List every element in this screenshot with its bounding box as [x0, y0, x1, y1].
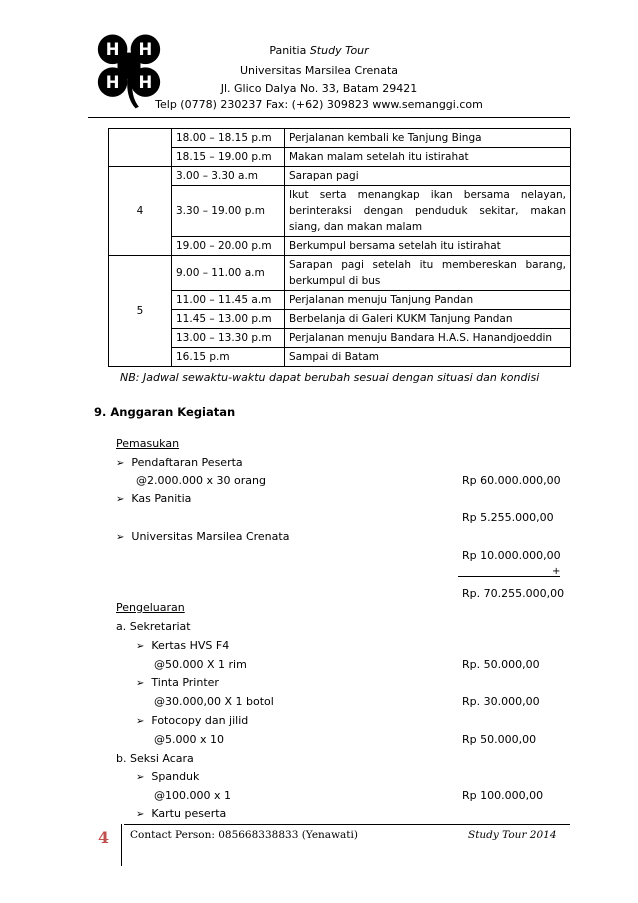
- arrow-bullet-icon: ➢: [116, 458, 125, 469]
- arrow-bullet-icon: ➢: [116, 494, 125, 505]
- activity-cell: Sampai di Batam: [285, 348, 571, 367]
- sum-divider: [458, 576, 560, 577]
- expense-group: b. Seksi Acara: [116, 752, 194, 765]
- time-cell: 19.00 – 20.00 p.m: [172, 237, 285, 256]
- schedule-note: NB: Jadwal sewaktu-waktu dapat berubah sesuai dengan situasi dan kondisi: [120, 371, 540, 384]
- header-divider: [88, 117, 570, 118]
- footer-tag: Study Tour 2014: [468, 829, 557, 841]
- time-cell: 16.15 p.m: [172, 348, 285, 367]
- activity-cell: Perjalanan menuju Tanjung Pandan: [285, 291, 571, 310]
- header-org: Panitia Study Tour: [269, 44, 369, 57]
- arrow-bullet-icon: ➢: [136, 641, 145, 652]
- table-row: [109, 186, 571, 237]
- item-amount: Rp 50.000,00: [462, 733, 537, 746]
- table-row: [109, 329, 571, 348]
- table-row: [109, 148, 571, 167]
- table-row: [109, 256, 571, 291]
- activity-cell: Perjalanan kembali ke Tanjung Binga: [285, 129, 571, 148]
- activity-cell: Makan malam setelah itu istirahat: [285, 148, 571, 167]
- time-cell: 9.00 – 11.00 a.m: [172, 256, 285, 291]
- footer-contact: Contact Person: 085668338833 (Yenawati): [130, 829, 358, 841]
- expense-heading: Pengeluaran: [116, 601, 185, 614]
- item-detail: @30.000,00 X 1 botol: [154, 695, 274, 708]
- arrow-bullet-icon: ➢: [136, 772, 145, 783]
- activity-cell: Sarapan pagi setelah itu membereskan barang, berkumpul di bus: [285, 256, 571, 291]
- footer-divider: [124, 824, 570, 825]
- time-cell: 18.00 – 18.15 p.m: [172, 129, 285, 148]
- day-cell: 5: [109, 256, 172, 367]
- list-item: ➢ Kartu peserta: [136, 807, 227, 820]
- arrow-bullet-icon: ➢: [136, 809, 145, 820]
- item-amount: Rp 100.000,00: [462, 789, 544, 802]
- time-cell: 3.30 – 19.00 p.m: [172, 186, 285, 237]
- time-cell: 11.00 – 11.45 a.m: [172, 291, 285, 310]
- activity-cell: Sarapan pagi: [285, 167, 571, 186]
- svg-text:H: H: [105, 40, 120, 60]
- header-university: Universitas Marsilea Crenata: [239, 64, 399, 77]
- item-detail: @100.000 x 1: [154, 789, 231, 802]
- time-cell: 13.00 – 13.30 p.m: [172, 329, 285, 348]
- list-item: ➢ Universitas Marsilea Crenata: [116, 530, 290, 543]
- header-address: Jl. Glico Dalya No. 33, Batam 29421: [220, 82, 418, 95]
- item-amount: Rp 5.255.000,00: [462, 511, 554, 524]
- arrow-bullet-icon: ➢: [136, 716, 145, 727]
- income-heading: Pemasukan: [116, 437, 180, 450]
- schedule-table: [108, 128, 571, 367]
- table-row: [109, 237, 571, 256]
- list-item: ➢ Tinta Printer: [136, 676, 219, 689]
- svg-text:H: H: [138, 72, 153, 92]
- item-amount: Rp. 30.000,00: [462, 695, 540, 708]
- svg-text:H: H: [138, 40, 153, 60]
- plus-sign: +: [552, 566, 561, 577]
- time-cell: 18.15 – 19.00 p.m: [172, 148, 285, 167]
- item-amount: Rp 60.000.000,00: [462, 474, 561, 487]
- expense-group: a. Sekretariat: [116, 620, 191, 633]
- item-detail: @2.000.000 x 30 orang: [136, 474, 266, 487]
- list-item: ➢ Spanduk: [136, 770, 200, 783]
- list-item: ➢ Pendaftaran Peserta: [116, 456, 243, 469]
- activity-cell: Ikut serta menangkap ikan bersama nelayan, berinteraksi dengan penduduk sekitar, makan siang, dan makan malam: [285, 186, 571, 237]
- table-row: [109, 310, 571, 329]
- footer-vertical-rule: [121, 824, 122, 866]
- list-item: ➢ Kas Panitia: [116, 492, 192, 505]
- list-item: ➢ Fotocopy dan jilid: [136, 714, 249, 727]
- section-title: 9. Anggaran Kegiatan: [94, 405, 236, 419]
- time-cell: 11.45 – 13.00 p.m: [172, 310, 285, 329]
- table-row: [109, 129, 571, 148]
- item-amount: Rp. 50.000,00: [462, 658, 540, 671]
- arrow-bullet-icon: ➢: [136, 678, 145, 689]
- income-total: Rp. 70.255.000,00: [462, 587, 565, 600]
- table-row: [109, 348, 571, 367]
- item-detail: @50.000 X 1 rim: [154, 658, 247, 671]
- day-cell: 4: [109, 167, 172, 256]
- list-item: ➢ Kertas HVS F4: [136, 639, 230, 652]
- item-detail: @5.000 x 10: [154, 733, 224, 746]
- table-row: [109, 291, 571, 310]
- time-cell: 3.00 – 3.30 a.m: [172, 167, 285, 186]
- activity-cell: Perjalanan menuju Bandara H.A.S. Hanandjoeddin: [285, 329, 571, 348]
- activity-cell: Berbelanja di Galeri KUKM Tanjung Pandan: [285, 310, 571, 329]
- item-amount: Rp 10.000.000,00: [462, 549, 561, 562]
- svg-text:H: H: [105, 72, 120, 92]
- table-row: [109, 167, 571, 186]
- arrow-bullet-icon: ➢: [116, 532, 125, 543]
- day-cell: [109, 129, 172, 167]
- page-number: 4: [98, 828, 110, 847]
- header-contact: Telp (0778) 230237 Fax: (+62) 309823 www.semanggi.com: [155, 98, 483, 111]
- activity-cell: Berkumpul bersama setelah itu istirahat: [285, 237, 571, 256]
